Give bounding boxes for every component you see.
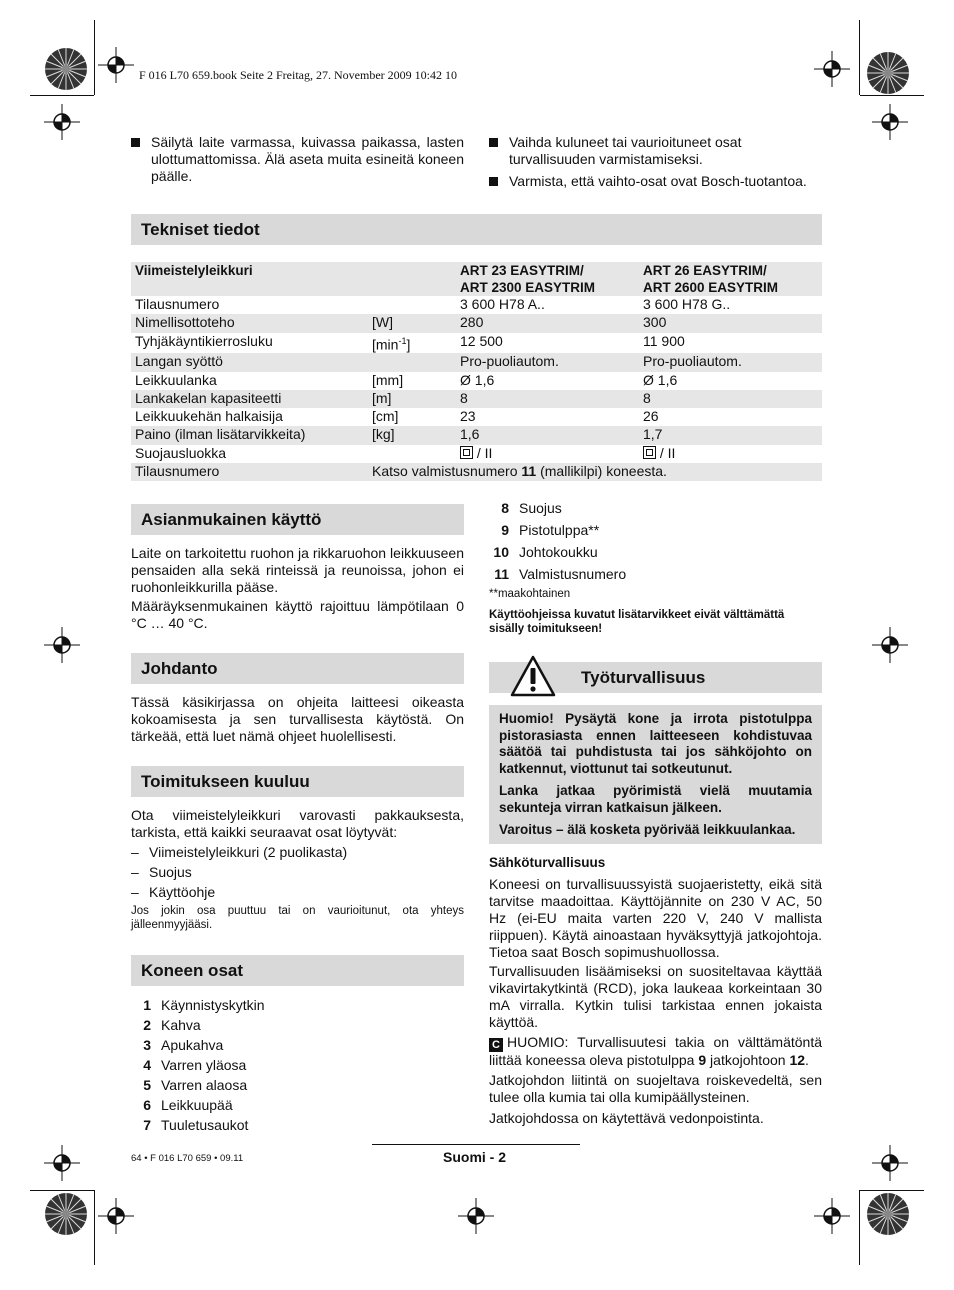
list-item: 3 Apukahva [143,1037,224,1053]
section-title-tekniset-tiedot: Tekniset tiedot [131,214,822,245]
table-row: Tyhjäkäyntikierrosluku $[\min^{-1}]$ 12 500 11 900 [135,332,685,353]
list-item: 5 Varren alaosa [143,1077,248,1093]
paragraph: Ota viimeistelyleikkuri varovasti pakkauksesta, tarkista, että kaikki seuraavat osat löytyvät: [131,807,464,840]
table-header-label: Viimeistelyleikkuri [131,262,368,296]
double-insulation-icon [643,446,656,459]
list-item: 2 Kahva [143,1017,201,1033]
table-row: Tilausnumero Katso valmistusnumero 11 (mallikilpi) koneesta. [131,463,822,481]
print-header: F 016 L70 659.book Seite 2 Freitag, 27. November 2009 10:42 10 [139,68,457,82]
table-row: Langan syöttö Pro-puoliautom. Pro-puoliautom. [131,353,822,371]
registration-mark-icon [44,1192,88,1236]
crosshair-icon [458,1198,502,1242]
registration-mark-icon [866,51,910,95]
list-item: 8 Suojus [501,500,562,516]
list-item: – Käyttöohje [131,884,216,900]
list-item: 1 Käynnistyskytkin [143,997,265,1013]
subsection-title: Sähköturvallisuus [489,855,606,870]
crosshair-icon [44,104,88,148]
paragraph: Määräyksenmukainen käyttö rajoittuu lämpötilaan 0 °C … 40 °C. [131,598,464,631]
list-item: 10 Johtokoukku [493,544,598,560]
table-header-row [131,262,822,296]
double-insulation-icon [460,446,473,459]
accessories-note: Käyttöohjeissa kuvatut lisätarvikkeet eivät välttämättä sisälly toimitukseen! [489,609,785,635]
section-title-asianmukainen-kaytto: Asianmukainen käyttö [131,504,464,535]
crosshair-icon [44,1145,88,1189]
spec-table [131,262,822,481]
section-title-koneen-osat: Koneen osat [131,955,464,986]
registration-mark-icon [44,47,88,91]
table-row: Suojausluokka / II / II [135,444,676,461]
warning-text: Huomio! Pysäytä kone ja irrota pistotulppa pistorasiasta ennen laitteeseen kohdistuvaa säätöä tai puhdistusta tai jos sähköjohto on katkennut, viottunut tai sotkeutunut. [499,711,812,776]
paragraph: Jatkojohdon liitintä on suojeltava roiskevedeltä, sen tulee olla kumia tai olla kumipäällysteinen. [489,1072,822,1105]
list-item: 4 Varren yläosa [143,1057,247,1073]
list-item: Säilytä laite varmassa, kuivassa paikassa, lasten ulottumattomissa. Älä aseta muita esineitä koneen päälle. [131,134,464,185]
paragraph: C HUOMIO: Turvallisuutesi takia on välttämätöntä liittää koneessa oleva pistotulppa 9 jatkojohtoon 12. [489,1034,822,1068]
top-bullets-right [489,134,822,195]
crop-mark [860,1190,924,1191]
warning-box [489,705,822,844]
list-item: Varmista, että vaihto-osat ovat Bosch-tuotantoa. [489,173,822,190]
paragraph: Tässä käsikirjassa on ohjeita laitteesi oikeasta kokoamisesta ja sen turvallisesta käytöstä. On tärkeää, että luet nämä ohjeet huolellisesti. [131,694,464,744]
registration-mark-icon [866,1192,910,1236]
section-title-tyoturvallisuus: Työturvallisuus [489,662,822,693]
paragraph: Laite on tarkoitettu ruohon ja rikkaruohon leikkuuseen pensaiden alla sekä rinteissä ja reunoissa, johon ei ruohonleikkurilla pääse. [131,545,464,595]
crop-mark [859,20,860,95]
crosshair-icon [44,627,88,671]
crosshair-icon [814,51,858,95]
crosshair-icon [814,1198,858,1242]
crop-mark [30,95,94,96]
bullet-square-icon [489,138,498,147]
crop-mark [860,95,924,96]
list-item: 11 Valmistusnumero [494,566,627,582]
table-row: Leikkuulanka [mm] Ø 1,6 Ø 1,6 [135,371,678,388]
bullet-square-icon [131,138,140,147]
footer-code: 64 • F 016 L70 659 • 09.11 [131,1153,244,1164]
note: Jos jokin osa puuttuu tai on vaurioitunut, ota yhteys jälleenmyyjääsi. [131,905,464,931]
paragraph: Turvallisuuden lisäämiseksi on suositeltavaa käyttää vikavirtakytkintä (RCD), joka laukeaa korkeintaan 30 mA virralla. Kytkin tulisi tarkistaa ennen jokaista käyttöä. [489,963,822,1030]
crosshair-icon [98,1198,142,1242]
table-row: Paino (ilman lisätarvikkeita) [kg] 1,6 1,7 [131,426,822,444]
list-item: Vaihda kuluneet tai vaurioituneet osat turvallisuuden varmistamiseksi. [489,134,822,168]
warning-text: Varoitus – älä kosketa pyörivää leikkuulankaa. [499,822,796,837]
paragraph: Koneesi on turvallisuussyistä suojaeristetty, eikä sitä tarvitse maadoittaa. Käyttöjännite on 230 V AC, 50 Hz (ei-EU maita varten 220 V, 240 V mallista riippuen). Käytä ainoastaan hyväksyttyjä jatkojohtoja. Tietoa saat Bosch sopimushuollossa. [489,876,822,960]
table-row: Tilausnumero 3 600 H78 A.. 3 600 H78 G.. [135,296,731,312]
crop-mark [94,20,95,95]
warning-text: Lanka jatkaa pyörimistä vielä muutamia sekunteja virran katkaisun jälkeen. [499,783,812,815]
page-number: Suomi - 2 [443,1149,507,1165]
warning-triangle-icon [509,654,557,701]
crosshair-icon [872,104,916,148]
crop-mark [94,1190,95,1265]
table-header-model-1: ART 23 EASYTRIM/ ART 2300 EASYTRIM [456,262,639,296]
list-item: – Suojus [131,864,192,880]
delivery-list [131,842,464,902]
footer-rule [372,1144,580,1145]
table-header-model-2: ART 26 EASYTRIM/ ART 2600 EASYTRIM [639,262,822,296]
crosshair-icon [98,47,142,91]
section-title-toimitukseen-kuuluu: Toimitukseen kuuluu [131,766,464,797]
parts-list-left [131,995,464,1135]
crop-mark [859,1190,860,1265]
crosshair-icon [872,627,916,671]
table-row: Lankakelan kapasiteetti [m] 8 8 [131,390,822,408]
table-row: Leikkuukehän halkaisija [cm] 23 26 [135,408,659,425]
crosshair-icon [872,1145,916,1189]
top-bullets-left [131,134,464,190]
list-item: 9 Pistotulppa** [501,522,600,538]
list-item: 6 Leikkuupää [143,1097,233,1113]
table-row: Nimellisottoteho [W] 280 300 [131,314,822,332]
section-title-johdanto: Johdanto [131,653,464,684]
crop-mark [30,1190,94,1191]
list-item: – Viimeistelyleikkuri (2 puolikasta) [131,844,348,860]
paragraph: Jatkojohdossa on käytettävä vedonpoistinta. [489,1110,764,1126]
list-item: 7 Tuuletusaukot [143,1117,249,1133]
c-marker-icon: C [489,1038,503,1052]
parts-list-right [489,498,822,584]
bullet-square-icon [489,177,498,186]
footnote: **maakohtainen [489,588,571,600]
